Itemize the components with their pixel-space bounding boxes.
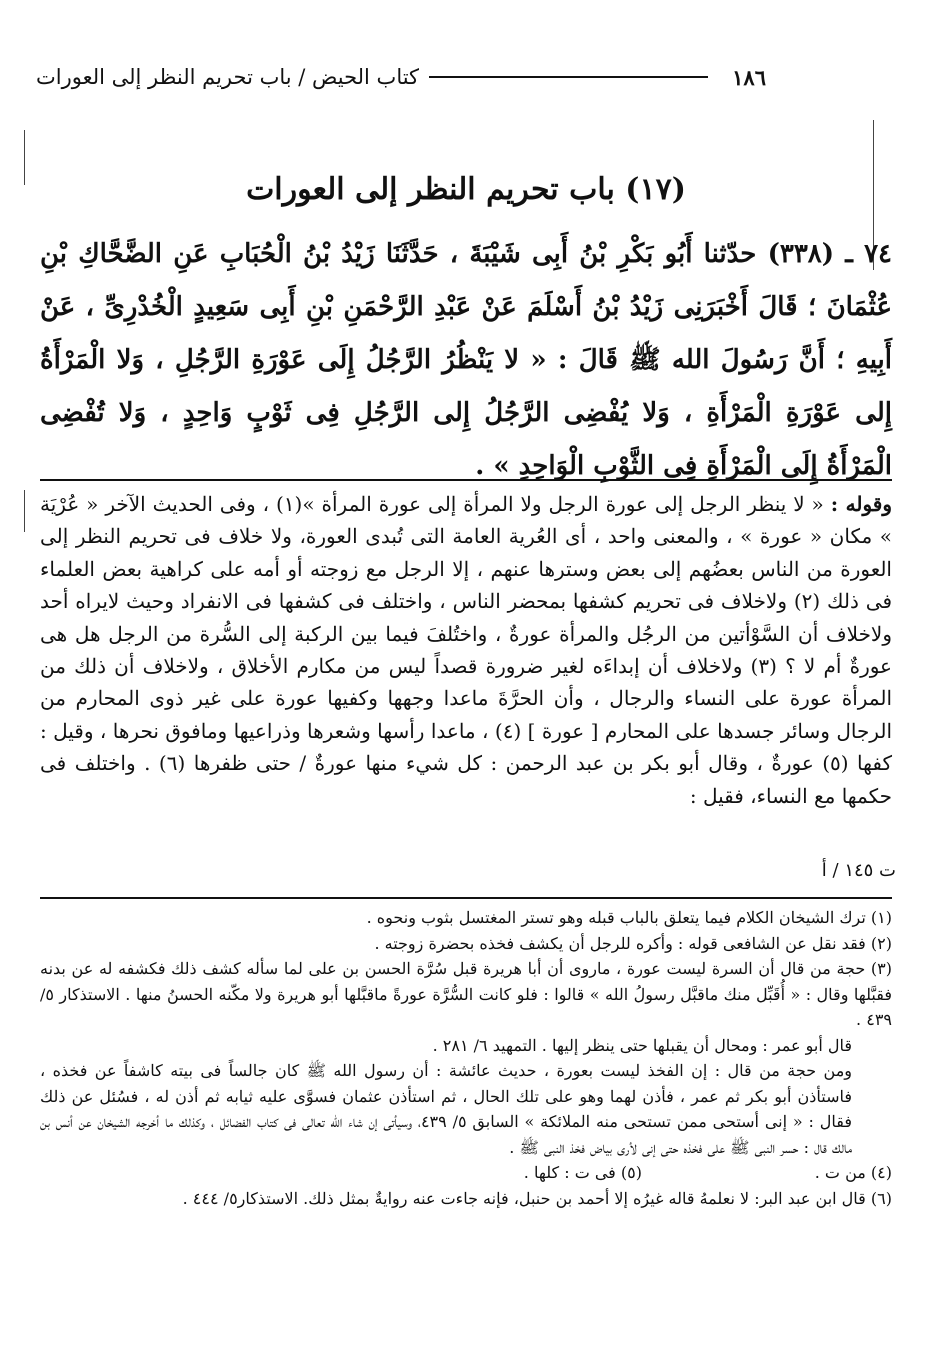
running-header [36,62,766,92]
footnote-rule [40,897,892,899]
footnote-4: (٤) من ت . [814,1163,892,1182]
footnotes [40,905,892,1211]
footnote-3: (٣) حجة من قال أن السرة ليست عورة ، ماروى أن أبا هريرة قبل سُرَّة الحسن بن على لما سأله كشف ذلك فكشفه له عن بدنه فقبَّلها وقال : « أُقَبِّل منك ماقبَّل رسولُ الله » قالوا : فلو كانت السُّرَّة عورةً ماقبَّلها أبو هريرة ولا مكّنه الحسنُ منها . الاستذكار ٥/ ٤٣٩ . [40,959,893,1029]
footnote-2: (٢) فقد نقل عن الشافعى قوله : وأكره للرجل أن يكشف فخذه بحضرة زوجته . [374,933,892,953]
footnote-5: (٥) فى ت : كلها . [523,1163,642,1182]
commentary-lead: وقوله : [830,492,892,516]
commentary-text [40,488,892,812]
footnote-4-5-row [40,1160,892,1186]
chapter-title: (١٧) باب تحريم النظر إلى العورات [246,172,686,207]
page-number: ١٨٦ [732,64,766,90]
running-title: كتاب الحيض / باب تحريم النظر إلى العورات [36,65,420,89]
commentary-body: « لا ينظر الرجل إلى عورة الرجل ولا المرأة إلى عورة المرأة »(١) ، وفى الحديث الآخر « عُرْيَة » مكان « عورة » ، والمعنى واحد ، أى العُرية العامة التى تُبدى العورة، ولا خلاف فى تحريم النظر إلى العورة من الناس بعضُهم إلى بعض وسترها عنهم ، إلا الرجل مع زوجته أو أمه على كراهية بعض العلماء فى ذلك (٢) ولاخلاف فى تحريم كشفها بمحضر الناس ، واختلف فى كشفها فى الانفراد وحيث لايراه أحد ولاخلاف أن السَّوْأتين من الرجُل والمرأة عورةٌ ، واختُلفَ فيما بين الركبة إلى السُّرة من الرجل هل هى عورةٌ أم لا ؟ (٣) ولاخلاف أن إبداءَه لغير ضرورة قصداً ليس من مكارم الأخلاق ، ولاخلاف أن ذلك من المرأة عورة على النساء والرجال ، وأن الحرَّةَ ماعدا وجهها وكفيها عورة على غير ذوى المحارم من الرجال وسائر جسدها على المحارم [ عورة ] (٤) ، ماعدا رأسها وشعرها وذراعيها ومافوق نحرها ، وقيل : كفها (٥) عورةٌ ، وقال أبو بكر بن عبد الرحمن : كل شيء منها عورةٌ / حتى ظفرها (٦) . واختلف فى حكمها مع النساء، فقيل : [40,492,892,808]
footnote-6: (٦) قال ابن عبد البر: لا نعلمهُ قاله غيرُه إلا أحمد بن حنبل، فإنه جاءت عنه روايةٌ بمثل ذلك. الاستذكار٥/ ٤٤٤ . [182,1188,892,1208]
footnote-3-quote: قال أبو عمر : ومحال أن يقبلها حتى ينظر إليها . التمهيد ٦/ ٢٨١ . [432,1035,852,1055]
manuscript-folio-note: ت ١٤٥ / أ [821,860,896,881]
section-rule [40,479,892,481]
footnote-1: (١) ترك الشيخان الكلام فيما يتعلق بالباب قبله وهو تستر المغتسل بثوب ونحوه . [366,908,892,927]
header-rule [429,76,708,78]
hadith-text: ٧٤ ـ (٣٣٨) حدّثنا أَبُو بَكْرِ بْنُ أَبِى شَيْبَةَ ، حَدَّثَنَا زَيْدُ بْنُ الْحُبَابِ عَنِ الضَّحَّاكِ بْنِ عُثْمَانَ ؛ قَالَ أَخْبَرَنِى زَيْدُ بْنُ أَسْلَمَ عَنْ عَبْدِ الرَّحْمَنِ بْنِ أَبِى سَعِيدٍ الْخُدْرِىِّ ، عَنْ أَبِيهِ ؛ أَنَّ رَسُولَ الله ﷺ قَالَ : « لا يَنْظُرُ الرَّجُلُ إِلَى عَوْرَةِ الرَّجُلِ ، وَلا الْمَرْأَةُ إِلى عَوْرَةِ الْمَرْأَةِ ، وَلا يُفْضِى الرَّجُلُ إِلى الرَّجُلِ فِى ثَوْبٍ وَاحِدٍ ، وَلا تُفْضِى الْمَرْأَةُ إِلَى الْمَرْأَةِ فِى الثَّوْبِ الْوَاحِدِ » . [40,239,892,481]
footnote-3-continued: ومن حجة من قال : إن الفخذ ليست بعورة ، حديث عائشة : أن رسول الله ﷺ كان جالساً فى بيته كاشفاً عن فخذه ، فاستأذن أبو بكر ثم عمر ، فأذن لهما وهو على تلك الحال ، ثم استأذن عثمان فسوَّى عليه ثيابه ثم أذن له ، فسُئل عن ذلك فقال : « إنى أستحى ممن تستحى منه الملائكة » السابق ٥/ ٤٣٩، وسيأتى إن شاء الله تعالى فى كتاب الفضائل ، وكذلك ما أخرجه الشيخان عن أنس بن مالك قال : حسر النبى ﷺ على فخذه حتى إنى لأرى بياض فخذ النبى ﷺ . [40,1061,852,1157]
margin-line-left [24,490,25,532]
